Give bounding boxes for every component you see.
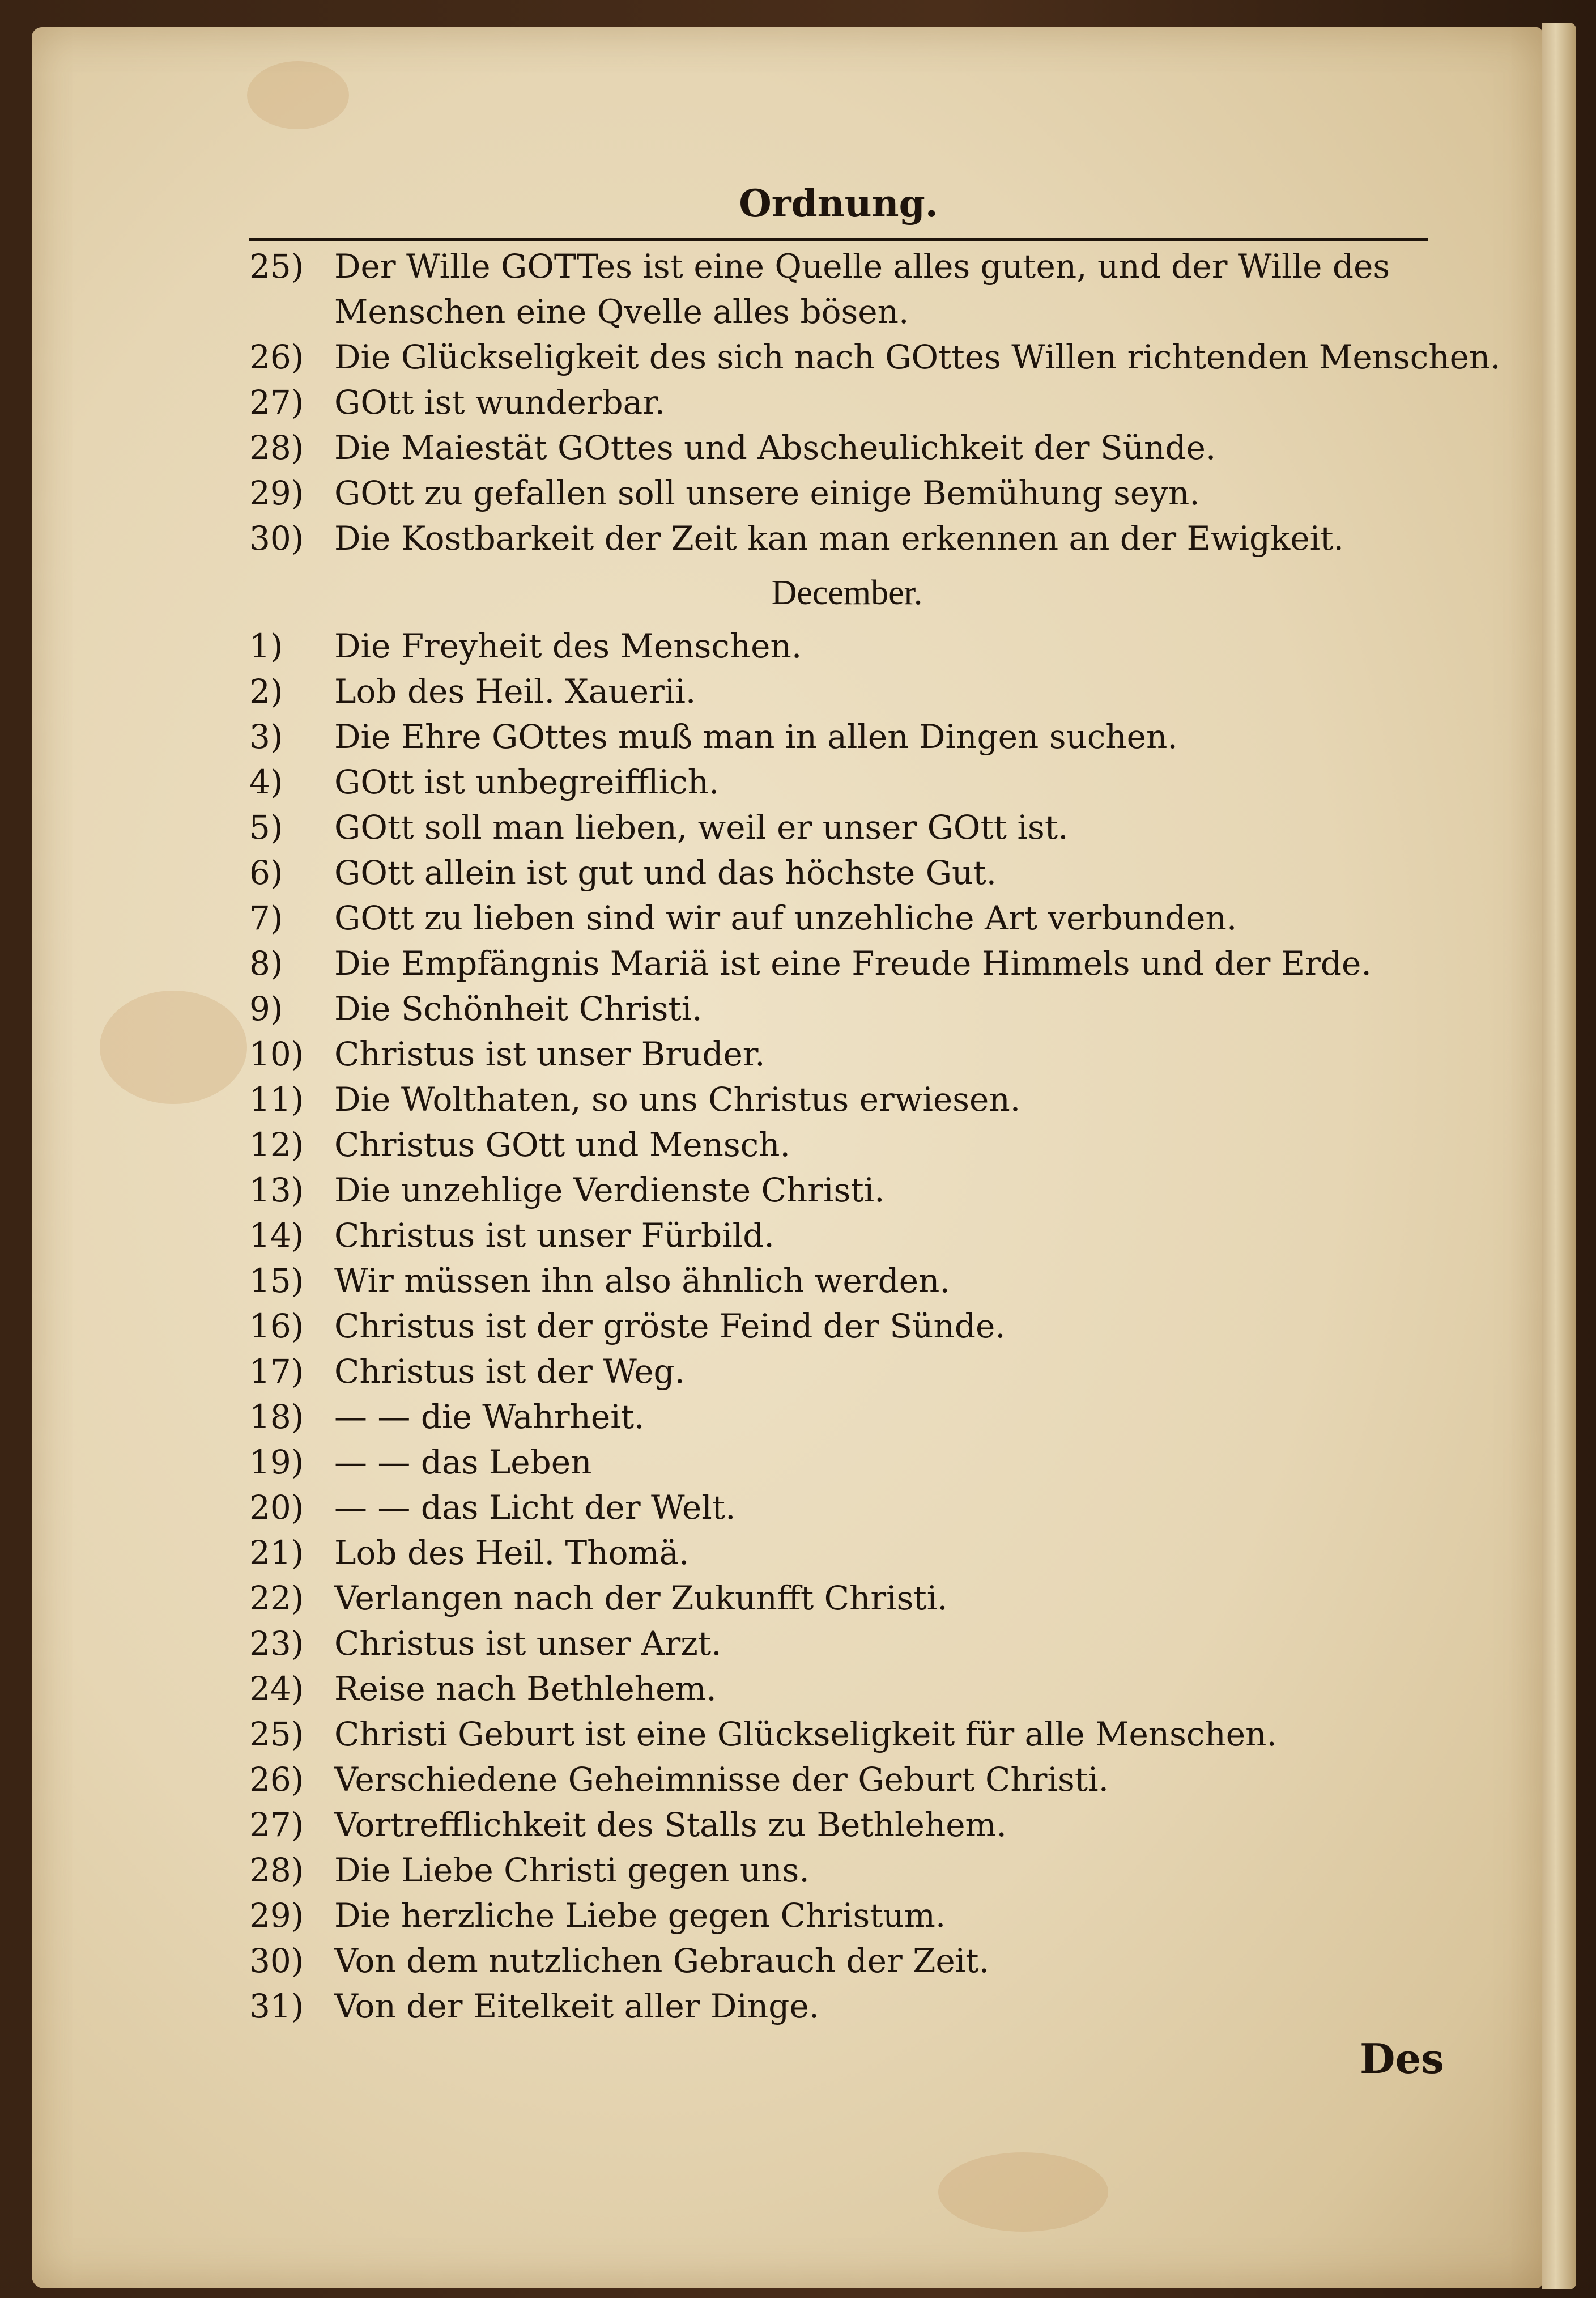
list-item (249, 1983, 1445, 2029)
entry-number: 27) (249, 1806, 304, 1844)
entry-text: Christus ist unser Fürbild. (334, 1216, 774, 1255)
list-item (249, 1530, 1445, 1575)
entry-text: Von dem nutzlichen Gebrauch der Zeit. (334, 1942, 990, 1980)
entry-number: 10) (249, 1035, 304, 1073)
list-item (249, 1621, 1445, 1666)
entry-text: GOtt ist wunderbar. (334, 383, 666, 422)
entry-number: 29) (249, 1896, 304, 1935)
entry-text: Die Schönheit Christi. (334, 989, 703, 1028)
list-item (249, 1757, 1445, 1802)
entry-text: Verschiedene Geheimnisse der Geburt Christi. (334, 1760, 1109, 1799)
list-item (249, 1666, 1445, 1711)
entry-text: Die Glückseligkeit des sich nach GOttes Willen richtenden Menschen. (334, 338, 1501, 376)
entry-number: 25) (249, 247, 304, 286)
list-item (249, 1485, 1445, 1530)
entry-number: 31) (249, 1987, 304, 2025)
list-item (249, 714, 1445, 759)
entry-text: — — das Licht der Welt. (334, 1488, 736, 1527)
entry-text: Vortrefflichkeit des Stalls zu Bethlehem. (334, 1806, 1007, 1844)
entry-number: 19) (249, 1443, 304, 1481)
entry-number: 16) (249, 1307, 304, 1345)
entry-number: 6) (249, 853, 283, 892)
list-item (249, 1847, 1445, 1893)
entry-number: 1) (249, 627, 283, 665)
entry-number: 3) (249, 717, 283, 756)
entry-number: 24) (249, 1670, 304, 1708)
entry-number: 27) (249, 383, 304, 422)
entry-number: 30) (249, 519, 304, 558)
entry-text: Die Freyheit des Menschen. (334, 627, 802, 665)
entry-text: Reise nach Bethlehem. (334, 1670, 717, 1708)
entry-text: Christus ist der gröste Feind der Sünde. (334, 1307, 1006, 1345)
entry-number: 7) (249, 899, 283, 937)
list-item (249, 805, 1445, 850)
entry-text: GOtt ist unbegreifflich. (334, 763, 720, 801)
foxing-stain (100, 991, 247, 1104)
entry-number: 2) (249, 672, 283, 711)
entry-text: Lob des Heil. Xauerii. (334, 672, 696, 711)
list-item (249, 1122, 1445, 1167)
entry-text: GOtt soll man lieben, weil er unser GOtt ist. (334, 808, 1069, 847)
entry-text: Christus ist unser Bruder. (334, 1035, 765, 1073)
entry-text: Christi Geburt ist eine Glückseligkeit für alle Menschen. (334, 1715, 1277, 1753)
section-heading-december: December. (771, 574, 923, 612)
entry-text: Verlangen nach der Zukunfft Christi. (334, 1579, 948, 1617)
entry-text: Christus ist der Weg. (334, 1352, 686, 1391)
list-item (249, 244, 1445, 334)
sermon-topic-list (249, 244, 1501, 2029)
entry-number: 14) (249, 1216, 304, 1255)
entry-text: Die Kostbarkeit der Zeit kan man erkennen an der Ewigkeit. (334, 519, 1344, 558)
entry-number: 5) (249, 808, 283, 847)
page-title: Ordnung. (739, 181, 938, 226)
list-item (249, 1258, 1445, 1303)
list-item (249, 1077, 1445, 1122)
entry-text: GOtt allein ist gut und das höchste Gut. (334, 853, 997, 892)
entry-text: GOtt zu lieben sind wir auf unzehliche Art verbunden. (334, 899, 1237, 937)
entry-number: 25) (249, 1715, 304, 1753)
entry-number: 15) (249, 1261, 304, 1300)
entry-text: Der Wille GOTTes ist eine Quelle alles guten, und der Wille des Menschen eine Qvelle alles bösen. (334, 247, 1390, 331)
list-item (249, 1938, 1445, 1983)
entry-number: 29) (249, 474, 304, 512)
entry-text: Die herzliche Liebe gegen Christum. (334, 1896, 946, 1935)
december-entries (249, 623, 1445, 2029)
list-item (249, 425, 1445, 470)
entry-number: 26) (249, 338, 304, 376)
running-header (249, 170, 1428, 241)
entry-text: Die Empfängnis Mariä ist eine Freude Himmels und der Erde. (334, 944, 1372, 983)
entry-text: Die unzehlige Verdienste Christi. (334, 1171, 885, 1209)
entry-number: 12) (249, 1125, 304, 1164)
list-item (249, 470, 1445, 516)
entry-text: Die Ehre GOttes muß man in allen Dingen suchen. (334, 717, 1178, 756)
entry-text: Wir müssen ihn also ähnlich werden. (334, 1261, 950, 1300)
list-item (249, 669, 1445, 714)
entry-text: Christus GOtt und Mensch. (334, 1125, 790, 1164)
list-item (249, 1394, 1445, 1439)
november-entries (249, 244, 1501, 561)
list-item (249, 1303, 1445, 1349)
catchword: Des (1360, 2034, 1444, 2083)
entry-number: 28) (249, 1851, 304, 1889)
list-item (249, 1575, 1445, 1621)
entry-number: 8) (249, 944, 283, 983)
entry-number: 30) (249, 1942, 304, 1980)
list-item (249, 1213, 1445, 1258)
entry-number: 4) (249, 763, 283, 801)
entry-number: 23) (249, 1624, 304, 1663)
list-item (249, 1711, 1445, 1757)
entry-text: GOtt zu gefallen soll unsere einige Bemühung seyn. (334, 474, 1200, 512)
entry-number: 17) (249, 1352, 304, 1391)
list-item (249, 850, 1445, 895)
list-item (249, 623, 1445, 669)
entry-number: 28) (249, 428, 304, 467)
entry-text: Christus ist unser Arzt. (334, 1624, 722, 1663)
list-item (249, 941, 1445, 986)
list-item (249, 516, 1445, 561)
entry-text: Lob des Heil. Thomä. (334, 1534, 690, 1572)
foxing-stain (938, 2152, 1108, 2232)
entry-number: 21) (249, 1534, 304, 1572)
entry-text: Die Liebe Christi gegen uns. (334, 1851, 810, 1889)
entry-number: 13) (249, 1171, 304, 1209)
foxing-stain (247, 61, 349, 129)
entry-text: Die Wolthaten, so uns Christus erwiesen. (334, 1080, 1021, 1119)
list-item (249, 1167, 1445, 1213)
list-item (249, 380, 1445, 425)
list-item (249, 334, 1501, 380)
entry-text: — — die Wahrheit. (334, 1398, 645, 1436)
list-item (249, 1893, 1445, 1938)
entry-number: 18) (249, 1398, 304, 1436)
adjacent-page-edge (1542, 23, 1576, 2289)
list-item (249, 1802, 1445, 1847)
list-item (249, 986, 1445, 1031)
entry-text: — — das Leben (334, 1443, 592, 1481)
entry-number: 20) (249, 1488, 304, 1527)
list-item (249, 1031, 1445, 1077)
list-item (249, 1439, 1445, 1485)
list-item (249, 895, 1445, 941)
entry-number: 22) (249, 1579, 304, 1617)
entry-number: 9) (249, 989, 283, 1028)
entry-text: Die Maiestät GOttes und Abscheulichkeit der Sünde. (334, 428, 1216, 467)
entry-number: 26) (249, 1760, 304, 1799)
entry-number: 11) (249, 1080, 304, 1119)
entry-text: Von der Eitelkeit aller Dinge. (334, 1987, 820, 2025)
list-item (249, 1349, 1445, 1394)
list-item (249, 759, 1445, 805)
